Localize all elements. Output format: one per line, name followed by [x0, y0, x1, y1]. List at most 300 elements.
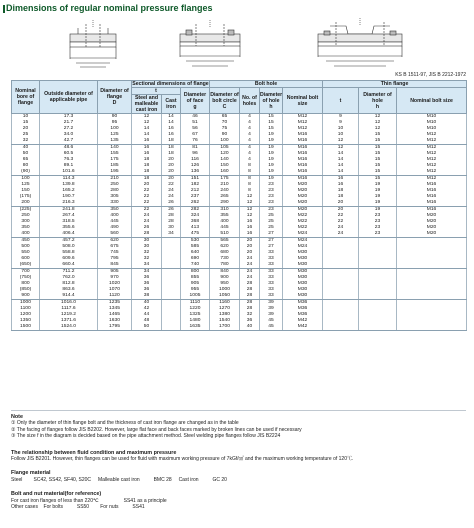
cell-num-holes: 16 — [240, 225, 260, 231]
cell-num-holes: 28 — [240, 287, 260, 293]
cell-diameter-face: 530 — [181, 238, 210, 245]
cell-diameter-of-flange: 305 — [98, 194, 132, 200]
cell-thin-dia-hole: 23 — [359, 225, 397, 231]
cell-bolt-circle: 310 — [210, 207, 240, 214]
cell-bolt-size: M16 — [283, 163, 323, 169]
cell-diameter-face: 182 — [181, 182, 210, 188]
cell-diameter-of-flange: 330 — [98, 200, 132, 207]
cell-nominal-bore: 700 — [12, 269, 40, 276]
cell-t-steel: 26 — [132, 225, 162, 231]
col-bolt-circle: Diameter of bolt circle C — [210, 88, 240, 114]
cell-t-steel: 16 — [132, 138, 162, 145]
cell-nominal-bore: 600 — [12, 256, 40, 262]
cell-t-cast-iron: 34 — [162, 231, 181, 238]
cell-dia-hole: 33 — [260, 281, 283, 287]
cell-outside-diameter: 355.6 — [40, 225, 98, 231]
cell-bolt-size: M30 — [283, 293, 323, 300]
cell-bolt-size: M42 — [283, 318, 323, 324]
cell-t-steel: 24 — [132, 219, 162, 225]
cell-bolt-circle: 90 — [210, 132, 240, 138]
cell-num-holes: 24 — [240, 269, 260, 276]
cell-nominal-bore: 20 — [12, 126, 40, 132]
cell-diameter-of-flange: 1345 — [98, 306, 132, 312]
cell-diameter-of-flange: 1795 — [98, 324, 132, 331]
cell-nominal-bore: 800 — [12, 281, 40, 287]
cell-outside-diameter: 1524.0 — [40, 324, 98, 331]
cell-num-holes: 4 — [240, 120, 260, 126]
cell-diameter-of-flange: 95 — [98, 120, 132, 126]
cell-thin-dia-hole: 19 — [359, 182, 397, 188]
cell-bolt-circle: 150 — [210, 163, 240, 169]
cell-t-steel: 30 — [132, 244, 162, 250]
cell-thin-dia-hole: 15 — [359, 163, 397, 169]
cell-dia-hole: 33 — [260, 250, 283, 256]
cell-thin-dia-hole — [359, 324, 397, 331]
cell-t-cast-iron: 18 — [162, 145, 181, 152]
cell-bolt-size: M30 — [283, 281, 323, 287]
cell-bolt-size: M30 — [283, 262, 323, 269]
note-item-2: ② The facing of flanges follow JIS B2202. However, large flat face and back faces marked by broken lines can be used if necessary — [11, 426, 302, 433]
flange-material-text: Steel SC42, SS42, SF40, S20C Malleable cast iron BMC 28 Cast iron GC 20 — [11, 476, 227, 483]
cell-dia-hole: 19 — [260, 157, 283, 163]
cell-nominal-bore: 350 — [12, 225, 40, 231]
cell-t-steel: 50 — [132, 324, 162, 331]
cell-thin-bolt-size: M10 — [397, 114, 467, 121]
cell-nominal-bore: 25 — [12, 132, 40, 138]
cell-num-holes: 28 — [240, 306, 260, 312]
cell-thin-dia-hole: 23 — [359, 213, 397, 219]
cell-outside-diameter: 89.1 — [40, 163, 98, 169]
cell-outside-diameter: 863.6 — [40, 287, 98, 293]
cell-diameter-of-flange: 675 — [98, 244, 132, 250]
cell-thin-bolt-size: M12 — [397, 157, 467, 163]
cell-nominal-bore: 50 — [12, 151, 40, 157]
cell-outside-diameter: 660.4 — [40, 262, 98, 269]
cell-thin-t: 14 — [323, 169, 359, 176]
cell-t-steel: 18 — [132, 157, 162, 163]
cell-bolt-circle: 1000 — [210, 287, 240, 293]
flange-diagram-3 — [318, 18, 402, 66]
cell-thin-dia-hole: 15 — [359, 169, 397, 176]
col-thin-t: t — [323, 88, 359, 114]
cell-bolt-circle: 400 — [210, 219, 240, 225]
cell-dia-hole: 39 — [260, 312, 283, 318]
cell-dia-hole: 19 — [260, 132, 283, 138]
cell-t-cast-iron: 14 — [162, 114, 181, 121]
cell-outside-diameter: 1219.2 — [40, 312, 98, 318]
cell-dia-hole: 39 — [260, 306, 283, 312]
col-steel: Steel and malleable cast iron — [132, 95, 162, 114]
cell-bolt-circle: 160 — [210, 169, 240, 176]
cell-diameter-face: 413 — [181, 225, 210, 231]
cell-thin-t: 9 — [323, 120, 359, 126]
cell-t-steel: 18 — [132, 169, 162, 176]
cell-thin-dia-hole: 15 — [359, 145, 397, 152]
cell-t-cast-iron: 16 — [162, 126, 181, 132]
cell-bolt-circle: 120 — [210, 151, 240, 157]
cell-num-holes: 24 — [240, 256, 260, 262]
cell-dia-hole: 19 — [260, 169, 283, 176]
cell-bolt-circle: 680 — [210, 250, 240, 256]
col-thin-dia-hole: Diameter of hole h — [359, 88, 397, 114]
cell-t-cast-iron: 20 — [162, 169, 181, 176]
cell-num-holes: 40 — [240, 324, 260, 331]
cell-t-steel: 22 — [132, 207, 162, 214]
flange-diagrams — [0, 14, 474, 72]
cell-thin-t: 10 — [323, 132, 359, 138]
cell-thin-bolt-size: M12 — [397, 138, 467, 145]
cell-nominal-bore: 100 — [12, 176, 40, 183]
cell-diameter-of-flange: 1235 — [98, 300, 132, 307]
cell-t-steel: 12 — [132, 114, 162, 121]
cell-t-cast-iron: 16 — [162, 132, 181, 138]
cell-outside-diameter: 21.7 — [40, 120, 98, 126]
title-marker — [3, 5, 5, 13]
cell-nominal-bore: 200 — [12, 200, 40, 207]
cell-nominal-bore: (90) — [12, 169, 40, 176]
cell-t-cast-iron: 24 — [162, 188, 181, 194]
cell-thin-bolt-size: M16 — [397, 182, 467, 188]
cell-thin-t — [323, 324, 359, 331]
cell-diameter-of-flange: 195 — [98, 169, 132, 176]
bolt-material-line-2: Other cases For bolts SS50 For nuts SS41 — [11, 504, 145, 511]
cell-nominal-bore: 125 — [12, 182, 40, 188]
cell-t-steel: 32 — [132, 250, 162, 256]
cell-nominal-bore: 550 — [12, 250, 40, 256]
cell-outside-diameter: 762.0 — [40, 275, 98, 281]
cell-thin-bolt-size: M16 — [397, 194, 467, 200]
cell-dia-hole: 39 — [260, 300, 283, 307]
cell-thin-dia-hole: 15 — [359, 151, 397, 157]
cell-dia-hole: 19 — [260, 151, 283, 157]
cell-bolt-circle: 1050 — [210, 293, 240, 300]
cell-nominal-bore: (750) — [12, 275, 40, 281]
cell-diameter-face: 136 — [181, 169, 210, 176]
cell-diameter-face: 855 — [181, 275, 210, 281]
cell-nominal-bore: 150 — [12, 188, 40, 194]
cell-diameter-of-flange: 185 — [98, 163, 132, 169]
cell-diameter-of-flange: 905 — [98, 269, 132, 276]
cell-diameter-face: 1325 — [181, 312, 210, 318]
col-group-bolt-hole: Bolt hole — [210, 81, 323, 88]
cell-t-steel: 36 — [132, 287, 162, 293]
cell-outside-diameter: 27.2 — [40, 126, 98, 132]
cell-nominal-bore: (850) — [12, 287, 40, 293]
cell-diameter-of-flange: 1630 — [98, 318, 132, 324]
cell-thin-bolt-size: M20 — [397, 225, 467, 231]
cell-bolt-size: M24 — [283, 238, 323, 245]
cell-t-steel: 22 — [132, 200, 162, 207]
cell-diameter-of-flange: 560 — [98, 231, 132, 238]
cell-t-cast-iron: 22 — [162, 182, 181, 188]
flange-diagram-2 — [180, 20, 240, 66]
cell-t-steel: 24 — [132, 213, 162, 219]
cell-outside-diameter: 139.8 — [40, 182, 98, 188]
col-thin-bolt-size: Nominal bolt size — [397, 88, 467, 114]
cell-nominal-bore: 1350 — [12, 318, 40, 324]
cell-t-steel: 12 — [132, 120, 162, 126]
cell-bolt-size: M16 — [283, 145, 323, 152]
cell-outside-diameter: 609.6 — [40, 256, 98, 262]
cell-t-steel: 22 — [132, 194, 162, 200]
cell-thin-dia-hole: 23 — [359, 231, 397, 238]
cell-dia-hole: 45 — [260, 318, 283, 324]
cell-thin-bolt-size: M16 — [397, 200, 467, 207]
cell-outside-diameter: 165.2 — [40, 188, 98, 194]
cell-num-holes: 16 — [240, 231, 260, 238]
cell-bolt-size: M42 — [283, 324, 323, 331]
cell-bolt-size: M22 — [283, 225, 323, 231]
cell-bolt-circle: 1540 — [210, 318, 240, 324]
cell-nominal-bore: 1500 — [12, 324, 40, 331]
cell-bolt-size: M30 — [283, 287, 323, 293]
cell-thin-dia-hole: 15 — [359, 132, 397, 138]
cell-num-holes: 12 — [240, 200, 260, 207]
cell-bolt-size: M16 — [283, 176, 323, 183]
cell-nominal-bore: 500 — [12, 244, 40, 250]
cell-outside-diameter: 914.4 — [40, 293, 98, 300]
cell-thin-t: 16 — [323, 182, 359, 188]
cell-dia-hole: 27 — [260, 238, 283, 245]
cell-thin-bolt-size: M12 — [397, 145, 467, 152]
relationship-heading: The relationship between fluid condition and maximum pressure — [11, 449, 177, 456]
cell-thin-t: 14 — [323, 163, 359, 169]
cell-outside-diameter: 190.7 — [40, 194, 98, 200]
col-diameter-of-flange: Diameter of flange D — [98, 81, 132, 114]
cell-t-cast-iron: 30 — [162, 225, 181, 231]
cell-num-holes: 4 — [240, 157, 260, 163]
flange-diagram-1 — [70, 20, 116, 67]
cell-outside-diameter: 711.2 — [40, 269, 98, 276]
cell-num-holes: 8 — [240, 182, 260, 188]
bolt-material-heading: Bolt and nut material(for reference) — [11, 491, 102, 498]
cell-outside-diameter: 457.2 — [40, 238, 98, 245]
cell-dia-hole: 25 — [260, 219, 283, 225]
cell-t-steel: 34 — [132, 269, 162, 276]
cell-nominal-bore: 40 — [12, 145, 40, 152]
cell-bolt-size: M16 — [283, 138, 323, 145]
cell-t-cast-iron: 24 — [162, 194, 181, 200]
cell-num-holes: 28 — [240, 300, 260, 307]
cell-bolt-size: M20 — [283, 194, 323, 200]
cell-bolt-size: M36 — [283, 312, 323, 318]
cell-thin-bolt-size: M20 — [397, 219, 467, 225]
col-cast-iron: Cast iron — [162, 95, 181, 114]
cell-diameter-face: 116 — [181, 157, 210, 163]
cell-diameter-face: 96 — [181, 151, 210, 157]
cell-outside-diameter: 1371.6 — [40, 318, 98, 324]
relationship-text: Follow JIS B2201. However, thin flanges can be used for fluid with maximum working pressure of 7kGf/㎠ and the maximum working temperature of 120℃. — [11, 456, 354, 463]
cell-dia-hole: 25 — [260, 213, 283, 219]
cell-diameter-face: 126 — [181, 163, 210, 169]
col-group-thin-flange: Thin flange — [323, 81, 467, 88]
cell-thin-t: 14 — [323, 151, 359, 157]
note-item-1: ① Only the diameter of thin flange bolt and the thickness of cast iron flange are changed as in the table — [11, 420, 239, 427]
cell-num-holes: 28 — [240, 281, 260, 287]
cell-bolt-circle: 1700 — [210, 324, 240, 331]
cell-diameter-face: 690 — [181, 256, 210, 262]
cell-dia-hole: 19 — [260, 138, 283, 145]
cell-bolt-circle: 1380 — [210, 312, 240, 318]
cell-t-steel: 32 — [132, 256, 162, 262]
cell-thin-bolt-size: M12 — [397, 163, 467, 169]
cell-thin-dia-hole: 12 — [359, 126, 397, 132]
cell-num-holes: 36 — [240, 318, 260, 324]
cell-thin-t: 14 — [323, 157, 359, 163]
cell-bolt-size: M24 — [283, 231, 323, 238]
cell-t-steel: 28 — [132, 231, 162, 238]
cell-bolt-circle: 100 — [210, 138, 240, 145]
cell-diameter-face: 905 — [181, 281, 210, 287]
cell-diameter-face: 640 — [181, 250, 210, 256]
cell-diameter-face: 51 — [181, 120, 210, 126]
cell-bolt-size: M20 — [283, 182, 323, 188]
cell-t-steel: 18 — [132, 176, 162, 183]
cell-bolt-circle: 105 — [210, 145, 240, 152]
table-body — [12, 114, 467, 331]
cell-diameter-of-flange: 845 — [98, 262, 132, 269]
cell-diameter-of-flange: 970 — [98, 275, 132, 281]
cell-t-steel: 42 — [132, 306, 162, 312]
cell-diameter-of-flange: 135 — [98, 138, 132, 145]
cell-thin-dia-hole: 19 — [359, 200, 397, 207]
cell-bolt-circle: 950 — [210, 281, 240, 287]
cell-t-steel: 38 — [132, 293, 162, 300]
cell-outside-diameter: 76.3 — [40, 157, 98, 163]
cell-num-holes: 24 — [240, 262, 260, 269]
cell-nominal-bore: 80 — [12, 163, 40, 169]
cell-bolt-circle: 445 — [210, 225, 240, 231]
cell-thin-dia-hole: 12 — [359, 114, 397, 121]
cell-diameter-face: 955 — [181, 287, 210, 293]
cell-t-steel: 44 — [132, 312, 162, 318]
cell-bolt-circle: 840 — [210, 269, 240, 276]
cell-bolt-circle: 240 — [210, 188, 240, 194]
cell-dia-hole: 15 — [260, 120, 283, 126]
cell-nominal-bore: (225) — [12, 207, 40, 214]
cell-diameter-face: 475 — [181, 231, 210, 238]
cell-num-holes: 24 — [240, 275, 260, 281]
cell-num-holes: 20 — [240, 238, 260, 245]
cell-num-holes: 4 — [240, 132, 260, 138]
cell-bolt-size: M22 — [283, 219, 323, 225]
cell-t-cast-iron: 28 — [162, 219, 181, 225]
cell-t-steel: 16 — [132, 145, 162, 152]
cell-thin-bolt-size: M10 — [397, 126, 467, 132]
cell-t-cast-iron: 18 — [162, 138, 181, 145]
cell-diameter-face: 1635 — [181, 324, 210, 331]
table-row — [12, 324, 467, 331]
cell-dia-hole: 25 — [260, 225, 283, 231]
cell-num-holes: 12 — [240, 213, 260, 219]
cell-dia-hole: 27 — [260, 231, 283, 238]
cell-bolt-size: M30 — [283, 250, 323, 256]
cell-diameter-face: 1220 — [181, 306, 210, 312]
cell-thin-bolt-size: M10 — [397, 120, 467, 126]
cell-dia-hole: 33 — [260, 287, 283, 293]
cell-bolt-circle: 1160 — [210, 300, 240, 307]
cell-outside-diameter: 241.8 — [40, 207, 98, 214]
cell-nominal-bore: 300 — [12, 219, 40, 225]
cell-diameter-face: 46 — [181, 114, 210, 121]
cell-bolt-circle: 620 — [210, 244, 240, 250]
cell-bolt-size: M36 — [283, 306, 323, 312]
cell-diameter-of-flange: 1120 — [98, 293, 132, 300]
cell-outside-diameter: 34.0 — [40, 132, 98, 138]
cell-diameter-of-flange: 125 — [98, 132, 132, 138]
cell-thin-t: 12 — [323, 138, 359, 145]
cell-num-holes: 20 — [240, 244, 260, 250]
cell-bolt-size: M22 — [283, 213, 323, 219]
cell-t-cast-iron: 20 — [162, 163, 181, 169]
cell-t-cast-iron — [162, 324, 181, 331]
cell-t-steel: 36 — [132, 275, 162, 281]
cell-nominal-bore: 1200 — [12, 312, 40, 318]
cell-thin-bolt-size: M16 — [397, 207, 467, 214]
cell-t-steel: 14 — [132, 132, 162, 138]
col-nominal-bore: Nominal bore of flange — [12, 81, 40, 114]
cell-t-steel: 20 — [132, 182, 162, 188]
cell-nominal-bore: (175) — [12, 194, 40, 200]
cell-num-holes: 28 — [240, 293, 260, 300]
cell-bolt-size: M30 — [283, 269, 323, 276]
cell-bolt-circle: 355 — [210, 213, 240, 219]
cell-t-steel: 40 — [132, 300, 162, 307]
cell-t-cast-iron: 20 — [162, 157, 181, 163]
note-item-3: ③ The size f in the diagram is decided based on the pipe attachment method. Steel welding pipe flanges follow JIS B2224 — [11, 433, 281, 440]
cell-thin-t: 16 — [323, 176, 359, 183]
cell-nominal-bore: 1100 — [12, 306, 40, 312]
notes-section — [11, 414, 466, 510]
cell-thin-dia-hole: 19 — [359, 207, 397, 214]
cell-diameter-of-flange: 490 — [98, 225, 132, 231]
cell-diameter-of-flange: 280 — [98, 188, 132, 194]
cell-t-steel: 18 — [132, 163, 162, 169]
cell-diameter-face: 368 — [181, 219, 210, 225]
cell-dia-hole: 23 — [260, 194, 283, 200]
cell-diameter-of-flange: 1465 — [98, 312, 132, 318]
cell-outside-diameter: 101.6 — [40, 169, 98, 176]
cell-thin-bolt-size: M12 — [397, 169, 467, 176]
cell-thin-t: 24 — [323, 225, 359, 231]
cell-diameter-face: 81 — [181, 145, 210, 152]
cell-dia-hole: 33 — [260, 275, 283, 281]
cell-bolt-circle: 65 — [210, 114, 240, 121]
cell-diameter-face: 56 — [181, 126, 210, 132]
col-num-holes: No. of holes — [240, 88, 260, 114]
cell-nominal-bore: 400 — [12, 231, 40, 238]
cell-t-cast-iron: 18 — [162, 151, 181, 157]
cell-diameter-face: 1005 — [181, 293, 210, 300]
cell-dia-hole: 23 — [260, 188, 283, 194]
cell-outside-diameter: 48.6 — [40, 145, 98, 152]
cell-thin-bolt-size: M12 — [397, 176, 467, 183]
cell-diameter-face: 1110 — [181, 300, 210, 307]
cell-bolt-size: M12 — [283, 126, 323, 132]
cell-bolt-circle: 210 — [210, 182, 240, 188]
cell-dia-hole: 33 — [260, 293, 283, 300]
cell-dia-hole: 33 — [260, 269, 283, 276]
cell-dia-hole: 23 — [260, 200, 283, 207]
cell-thin-dia-hole: 15 — [359, 176, 397, 183]
cell-diameter-of-flange: 620 — [98, 238, 132, 245]
cell-dia-hole: 15 — [260, 126, 283, 132]
cell-outside-diameter: 318.5 — [40, 219, 98, 225]
cell-thin-dia-hole: 15 — [359, 157, 397, 163]
cell-nominal-bore: 450 — [12, 238, 40, 245]
cell-thin-bolt-size: M20 — [397, 231, 467, 238]
cell-outside-diameter: 267.4 — [40, 213, 98, 219]
